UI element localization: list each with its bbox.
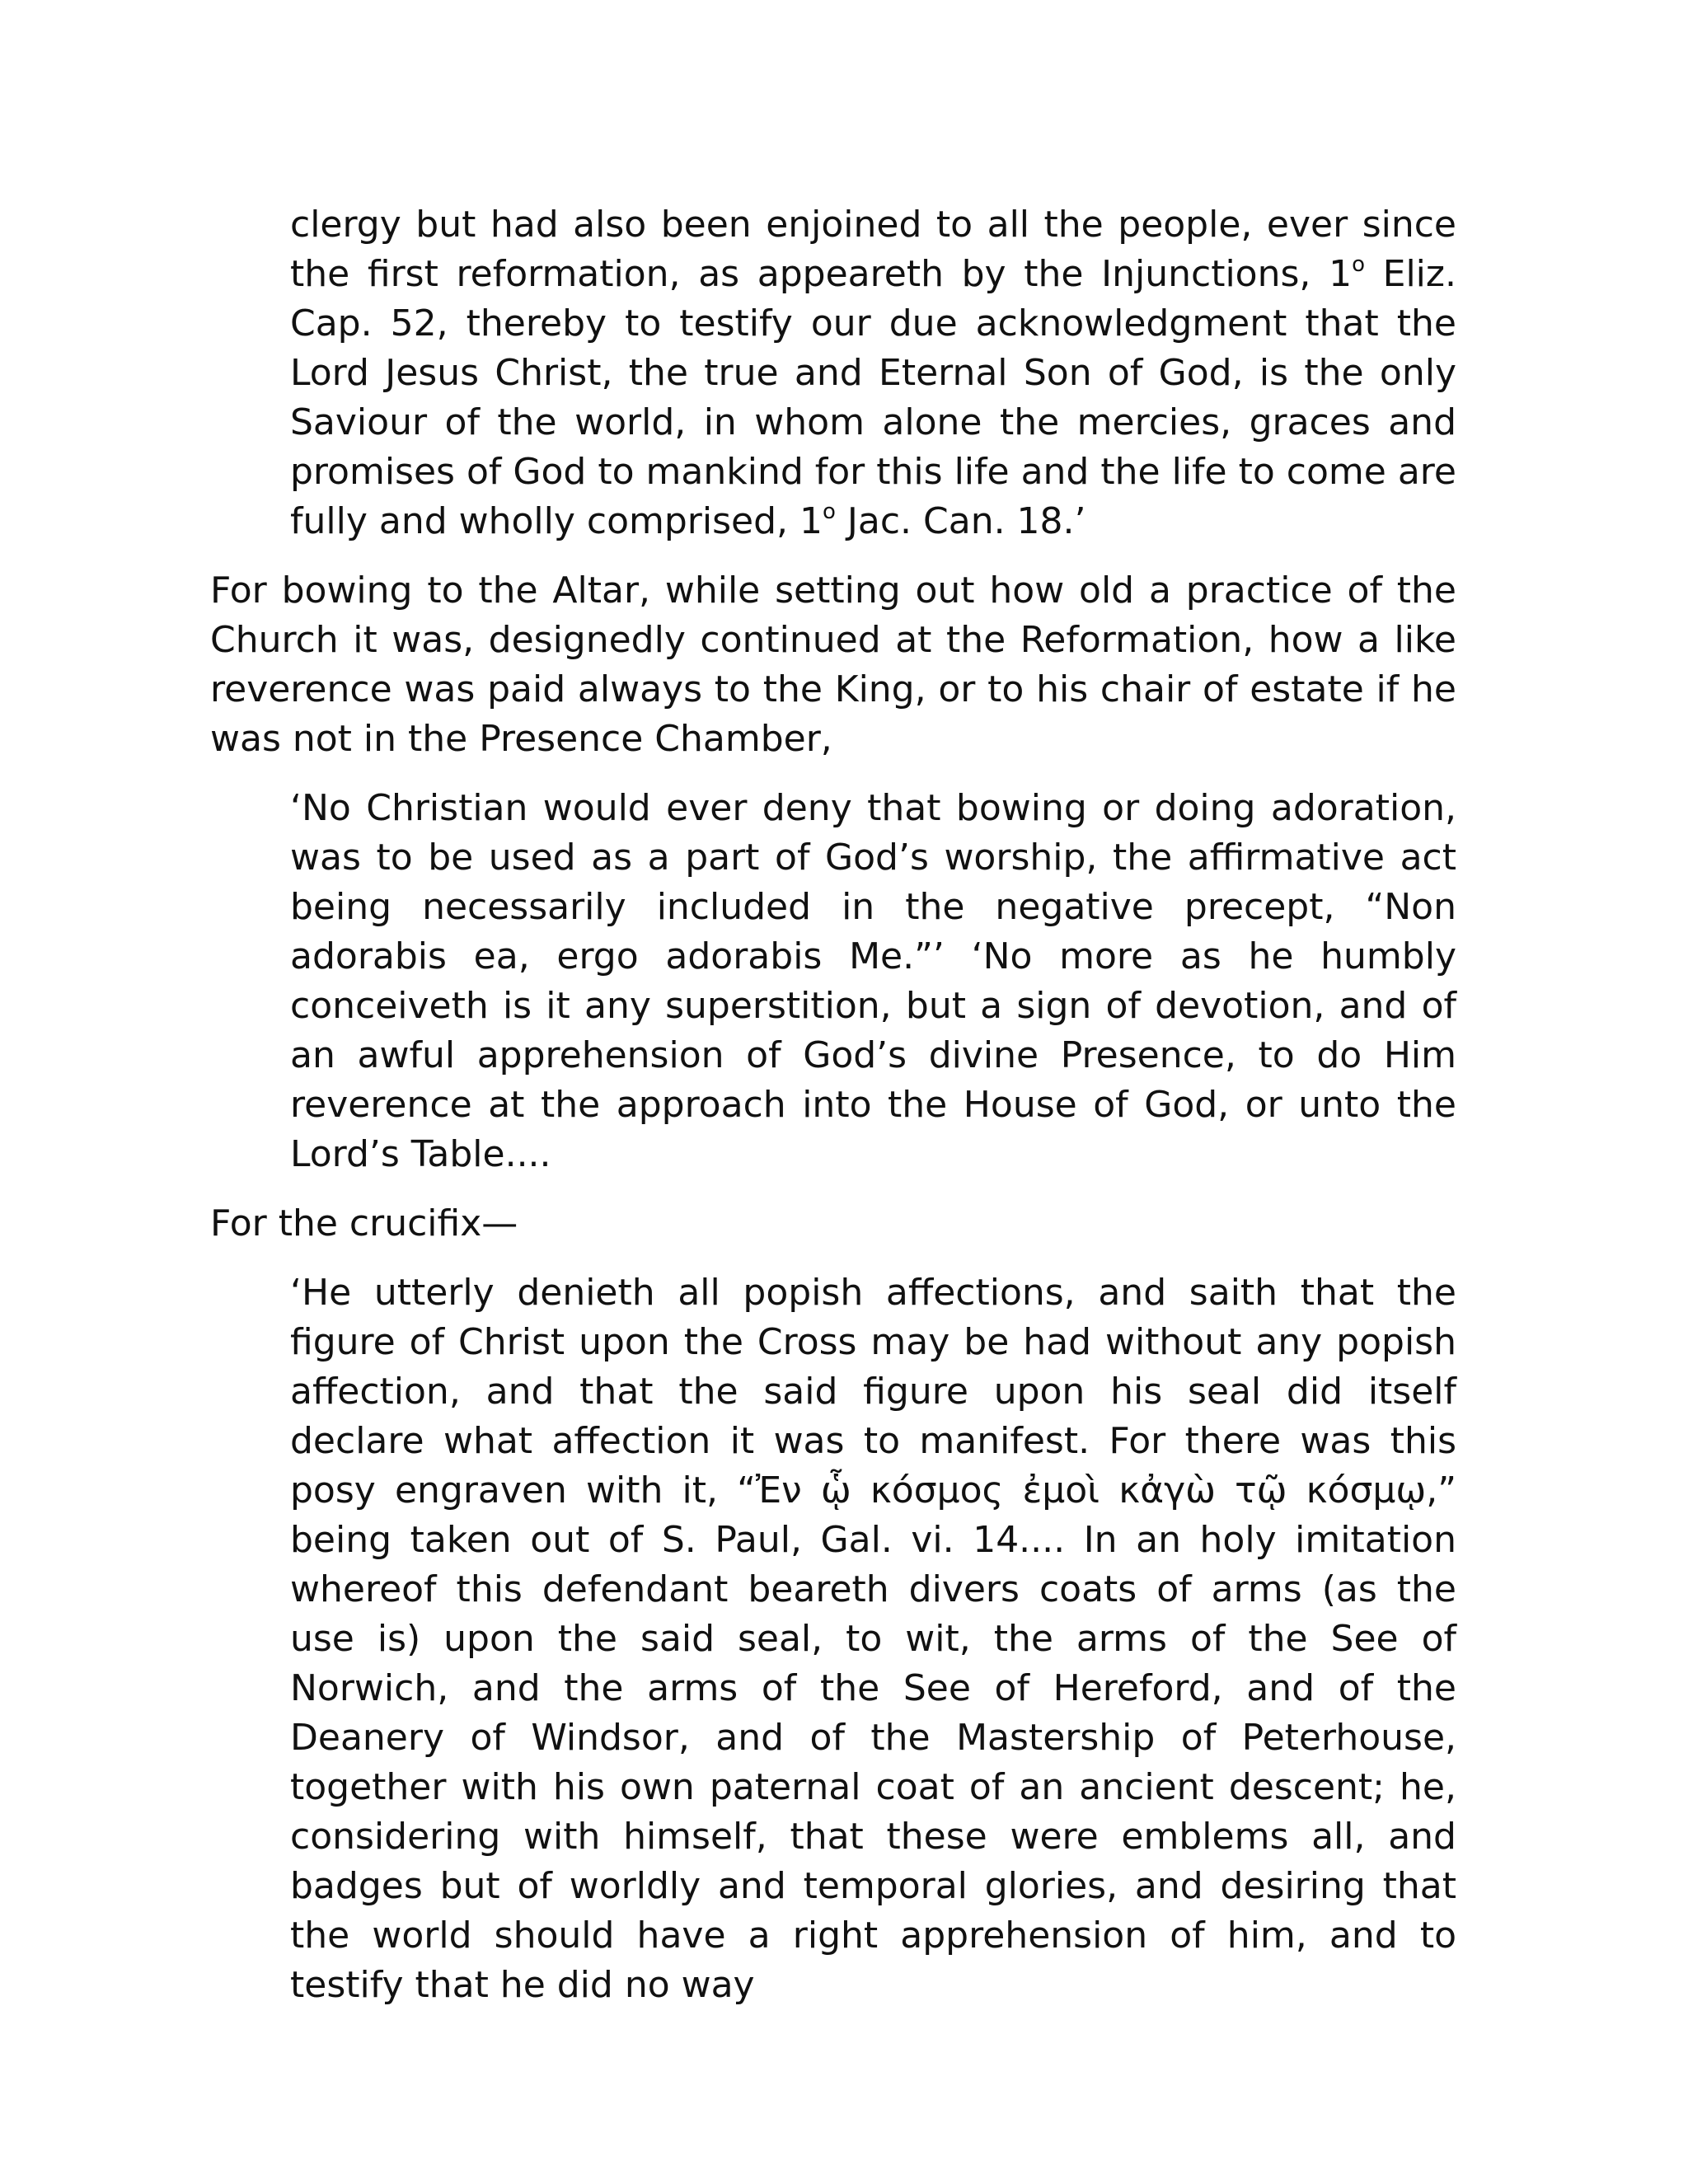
text-column [210, 200, 1456, 2010]
text-segment: clergy but had also been enjoined to all the people, ever since the first reformation, as appeareth by the Injunctions, 1 [290, 204, 1456, 295]
superscript-o: o [1352, 252, 1365, 277]
text-segment: For bowing to the Altar, while setting out how old a practice of the Church it was, designedly continued at the Reformation, how a like reverence was paid always to the King, or to his chair of estate if he was not in the Presence Chamber, [210, 569, 1456, 760]
text-segment: ‘No Christian would ever deny that bowing or doing adoration, was to be used as a part of God’s worship, the affirmative act being necessarily included in the negative precept, “Non adorabis ea, ergo adorabis Me.”’ ‘No more as he humbly conceiveth is it any superstition, but a sign of devotion, and of an awful apprehension of God’s divine Presence, to do Him reverence at the approach into the House of God, or unto the Lord’s Table.... [290, 787, 1456, 1175]
quote-paragraph-3 [290, 1268, 1456, 2010]
text-segment: Eliz. Cap. 52, thereby to testify our due acknowledgment that the Lord Jesus Christ, the true and Eternal Son of God, is the only Saviour of the world, in whom alone the mercies, graces and promises of God to mankind for this life and the life to come are fully and wholly comprised, 1 [290, 253, 1456, 542]
quote-paragraph-1 [290, 200, 1456, 546]
text-segment: ‘He utterly denieth all popish affections, and saith that the figure of Christ upon the Cross may be had without any popish affection, and that the said figure upon his seal did itself declare what affection it was to manifest. For there was this posy engraven with it, “Ἐν ᾧ κόσμος ἐμοὶ κἀγὼ τῷ κόσμῳ,” being taken out of S. Paul, Gal. vi. 14.... In an holy imitation whereof this defendant beareth divers coats of arms (as the use is) upon the said seal, to wit, the arms of the See of Norwich, and the arms of the See of Hereford, and of the Deanery of Windsor, and of the Mastership of Peterhouse, together with his own paternal coat of an ancient descent; he, considering with himself, that these were emblems all, and badges but of worldly and temporal glories, and desiring that the world should have a right apprehension of him, and to testify that he did no way [290, 1272, 1456, 2006]
text-segment: For the crucifix— [210, 1202, 518, 1244]
quote-paragraph-2 [290, 784, 1456, 1179]
body-paragraph-altar [210, 566, 1456, 764]
superscript-o: o [823, 499, 836, 524]
text-segment: Jac. Can. 18.’ [835, 500, 1086, 542]
body-paragraph-crucifix [210, 1199, 1456, 1249]
